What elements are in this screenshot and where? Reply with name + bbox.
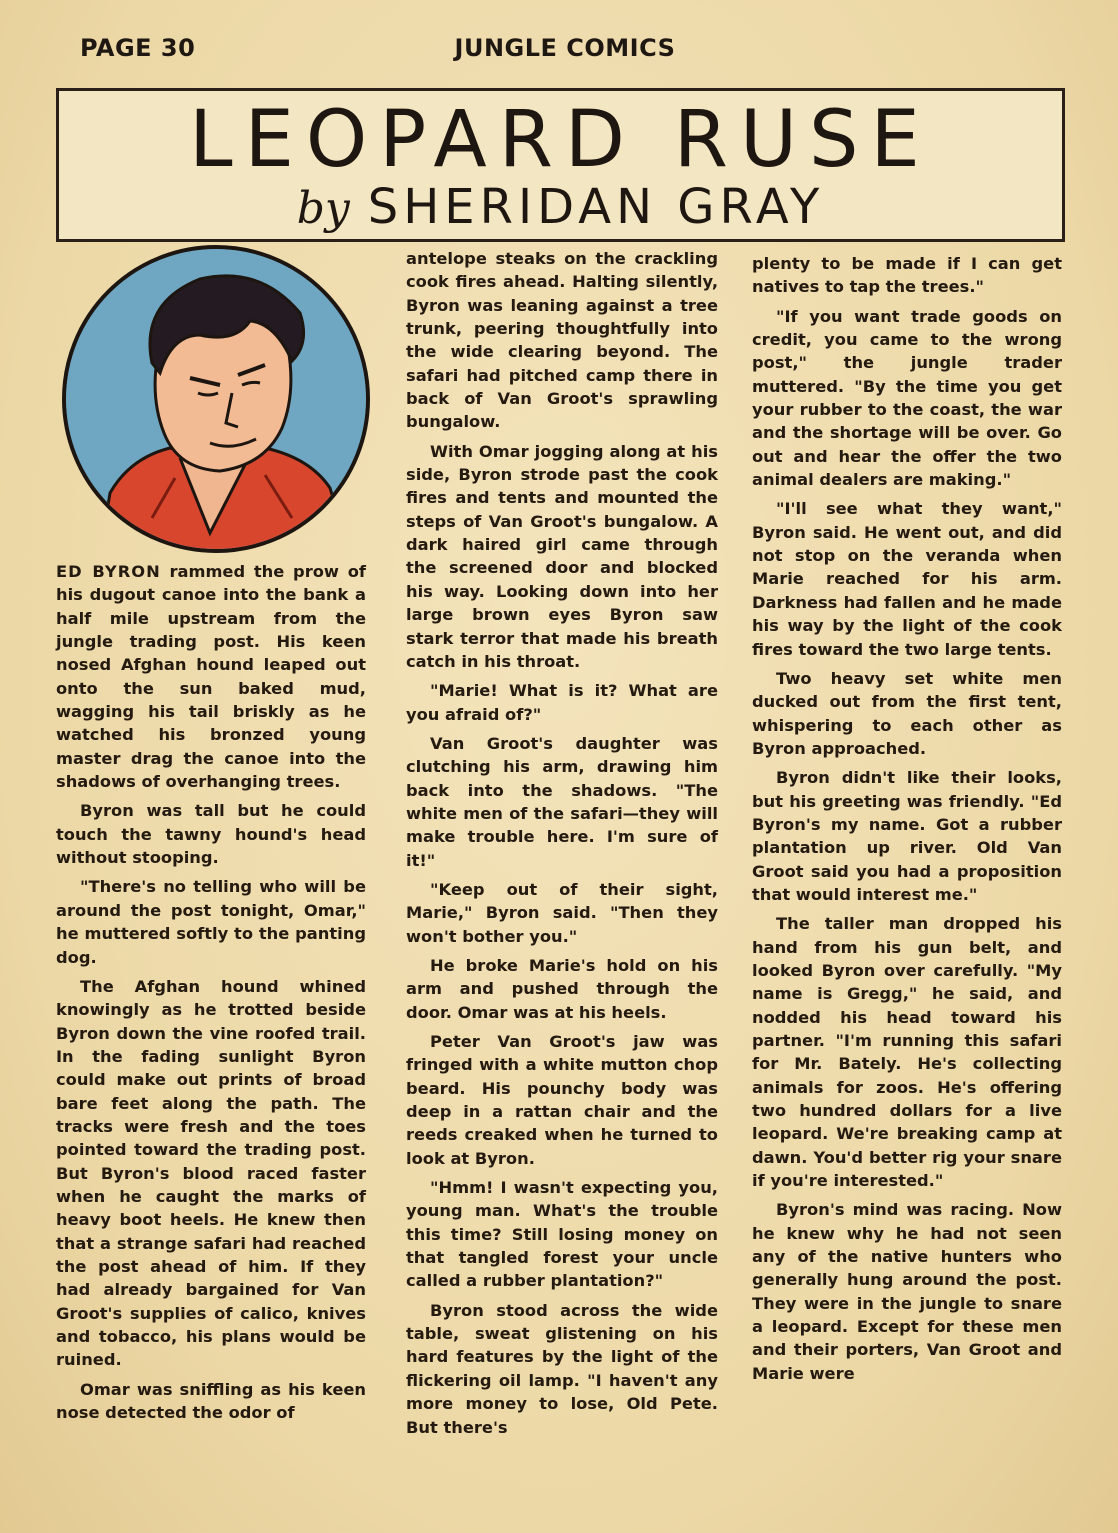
story-title: LEOPARD RUSE <box>189 95 932 185</box>
paragraph: He broke Marie's hold on his arm and pushed through the door. Omar was at his heels. <box>406 955 718 1022</box>
paragraph: "Keep out of their sight, Marie," Byron said. "Then they won't bother you." <box>406 879 718 946</box>
paragraph: "There's no telling who will be around the post tonight, Omar," he muttered softly to the panting dog. <box>56 877 366 967</box>
paragraph: "If you want trade goods on credit, you came to the wrong post," the jungle trader muttered. "By the time you get your rubber to the coast, the war and the shortage will be over. Go out and hear the offer the two animal dealers are making." <box>752 306 1062 490</box>
text-column-2 <box>406 247 718 1439</box>
paragraph: Peter Van Groot's jaw was fringed with a white mutton chop beard. His pounchy body was deep in a rattan chair and the reeds creaked when he turned to look at Byron. <box>406 1032 718 1168</box>
portrait-icon <box>60 243 372 555</box>
paragraph: Byron's mind was racing. Now he knew why he had not seen any of the native hunters who generally hung around the post. They were in the jungle to snare a leopard. Except for these men and their porters, Van Groot and Marie were <box>752 1200 1062 1383</box>
paragraph: antelope steaks on the crackling cook fires ahead. Halting silently, Byron was leaning against a tree trunk, peering thoughtfully into the wide clearing beyond. The safari had pitched camp there in back of Van Groot's sprawling bungalow. <box>406 249 718 432</box>
paragraph: Byron was tall but he could touch the tawny hound's head without stooping. <box>56 801 366 868</box>
magazine-title: JUNGLE COMICS <box>454 34 676 62</box>
lead-in: ED BYRON <box>56 562 161 581</box>
paragraph: "I'll see what they want," Byron said. He went out, and did not stop on the veranda when Marie reached for his arm. Darkness had fallen and he made his way by the light of the cook fires toward the two large tents. <box>752 499 1062 659</box>
paragraph: The taller man dropped his hand from his gun belt, and looked Byron over carefully. "My name is Gregg," he said, and nodded his head toward his partner. "I'm running this safari for Mr. Bately. He's collecting animals for zoos. He's offering two hundred dollars for a live leopard. We're breaking camp at dawn. You'd better rig your snare if you're interested." <box>752 914 1062 1191</box>
paragraph: Two heavy set white men ducked out from the first tent, whispering to each other as Byron approached. <box>752 668 1062 758</box>
byline-author: SHERIDAN GRAY <box>367 179 825 235</box>
paragraph: The Afghan hound whined knowingly as he trotted beside Byron down the vine roofed trail. In the fading sunlight Byron could make out prints of broad bare feet along the path. The tracks were fresh and the toes pointed toward the trading post. But Byron's blood raced faster when he caught the marks of heavy boot heels. He knew then that a strange safari had reached the post ahead of him. If they had already bargained for Van Groot's supplies of calico, knives and tobacco, his plans would be ruined. <box>56 976 366 1370</box>
paragraph: plenty to be made if I can get natives to tap the trees." <box>752 254 1062 297</box>
paragraph <box>56 560 366 793</box>
title-box <box>56 88 1065 242</box>
paragraph: Byron stood across the wide table, sweat glistening on his hard features by the light of the flickering oil lamp. "I haven't any more money to lose, Old Pete. But there's <box>406 1300 718 1437</box>
byline <box>59 179 1062 235</box>
text-column-3 <box>752 252 1062 1385</box>
paragraph: Byron didn't like their looks, but his greeting was friendly. "Ed Byron's my name. Got a rubber plantation up river. Old Van Groot said you had a proposition that would interest me." <box>752 768 1062 904</box>
paragraph-text: rammed the prow of his dugout canoe into the bank a half mile upstream from the jungle trading post. His keen nosed Afghan hound leaped out onto the sun baked mud, wagging his tail briskly as he watched his bronzed young master drag the canoe into the shadows of overhanging trees. <box>56 562 366 792</box>
page-number: PAGE 30 <box>80 34 196 62</box>
byline-by: by <box>296 183 350 234</box>
paragraph: Van Groot's daughter was clutching his arm, drawing him back into the shadows. "The white men of the safari—they will make trouble here. I'm sure of it!" <box>406 733 718 870</box>
paragraph: "Hmm! I wasn't expecting you, young man. What's the trouble this time? Still losing money on that tangled forest your uncle called a rubber plantation?" <box>406 1178 718 1291</box>
text-column-1 <box>56 560 366 1424</box>
paragraph: Omar was sniffling as his keen nose detected the odor of <box>56 1379 366 1423</box>
paragraph: With Omar jogging along at his side, Byron strode past the cook fires and tents and mounted the steps of Van Groot's bungalow. A dark haired girl came through the screened door and blocked his way. Looking down into her large brown eyes Byron saw stark terror that made his breath catch in his throat. <box>406 441 718 671</box>
paragraph: "Marie! What is it? What are you afraid of?" <box>406 681 718 724</box>
